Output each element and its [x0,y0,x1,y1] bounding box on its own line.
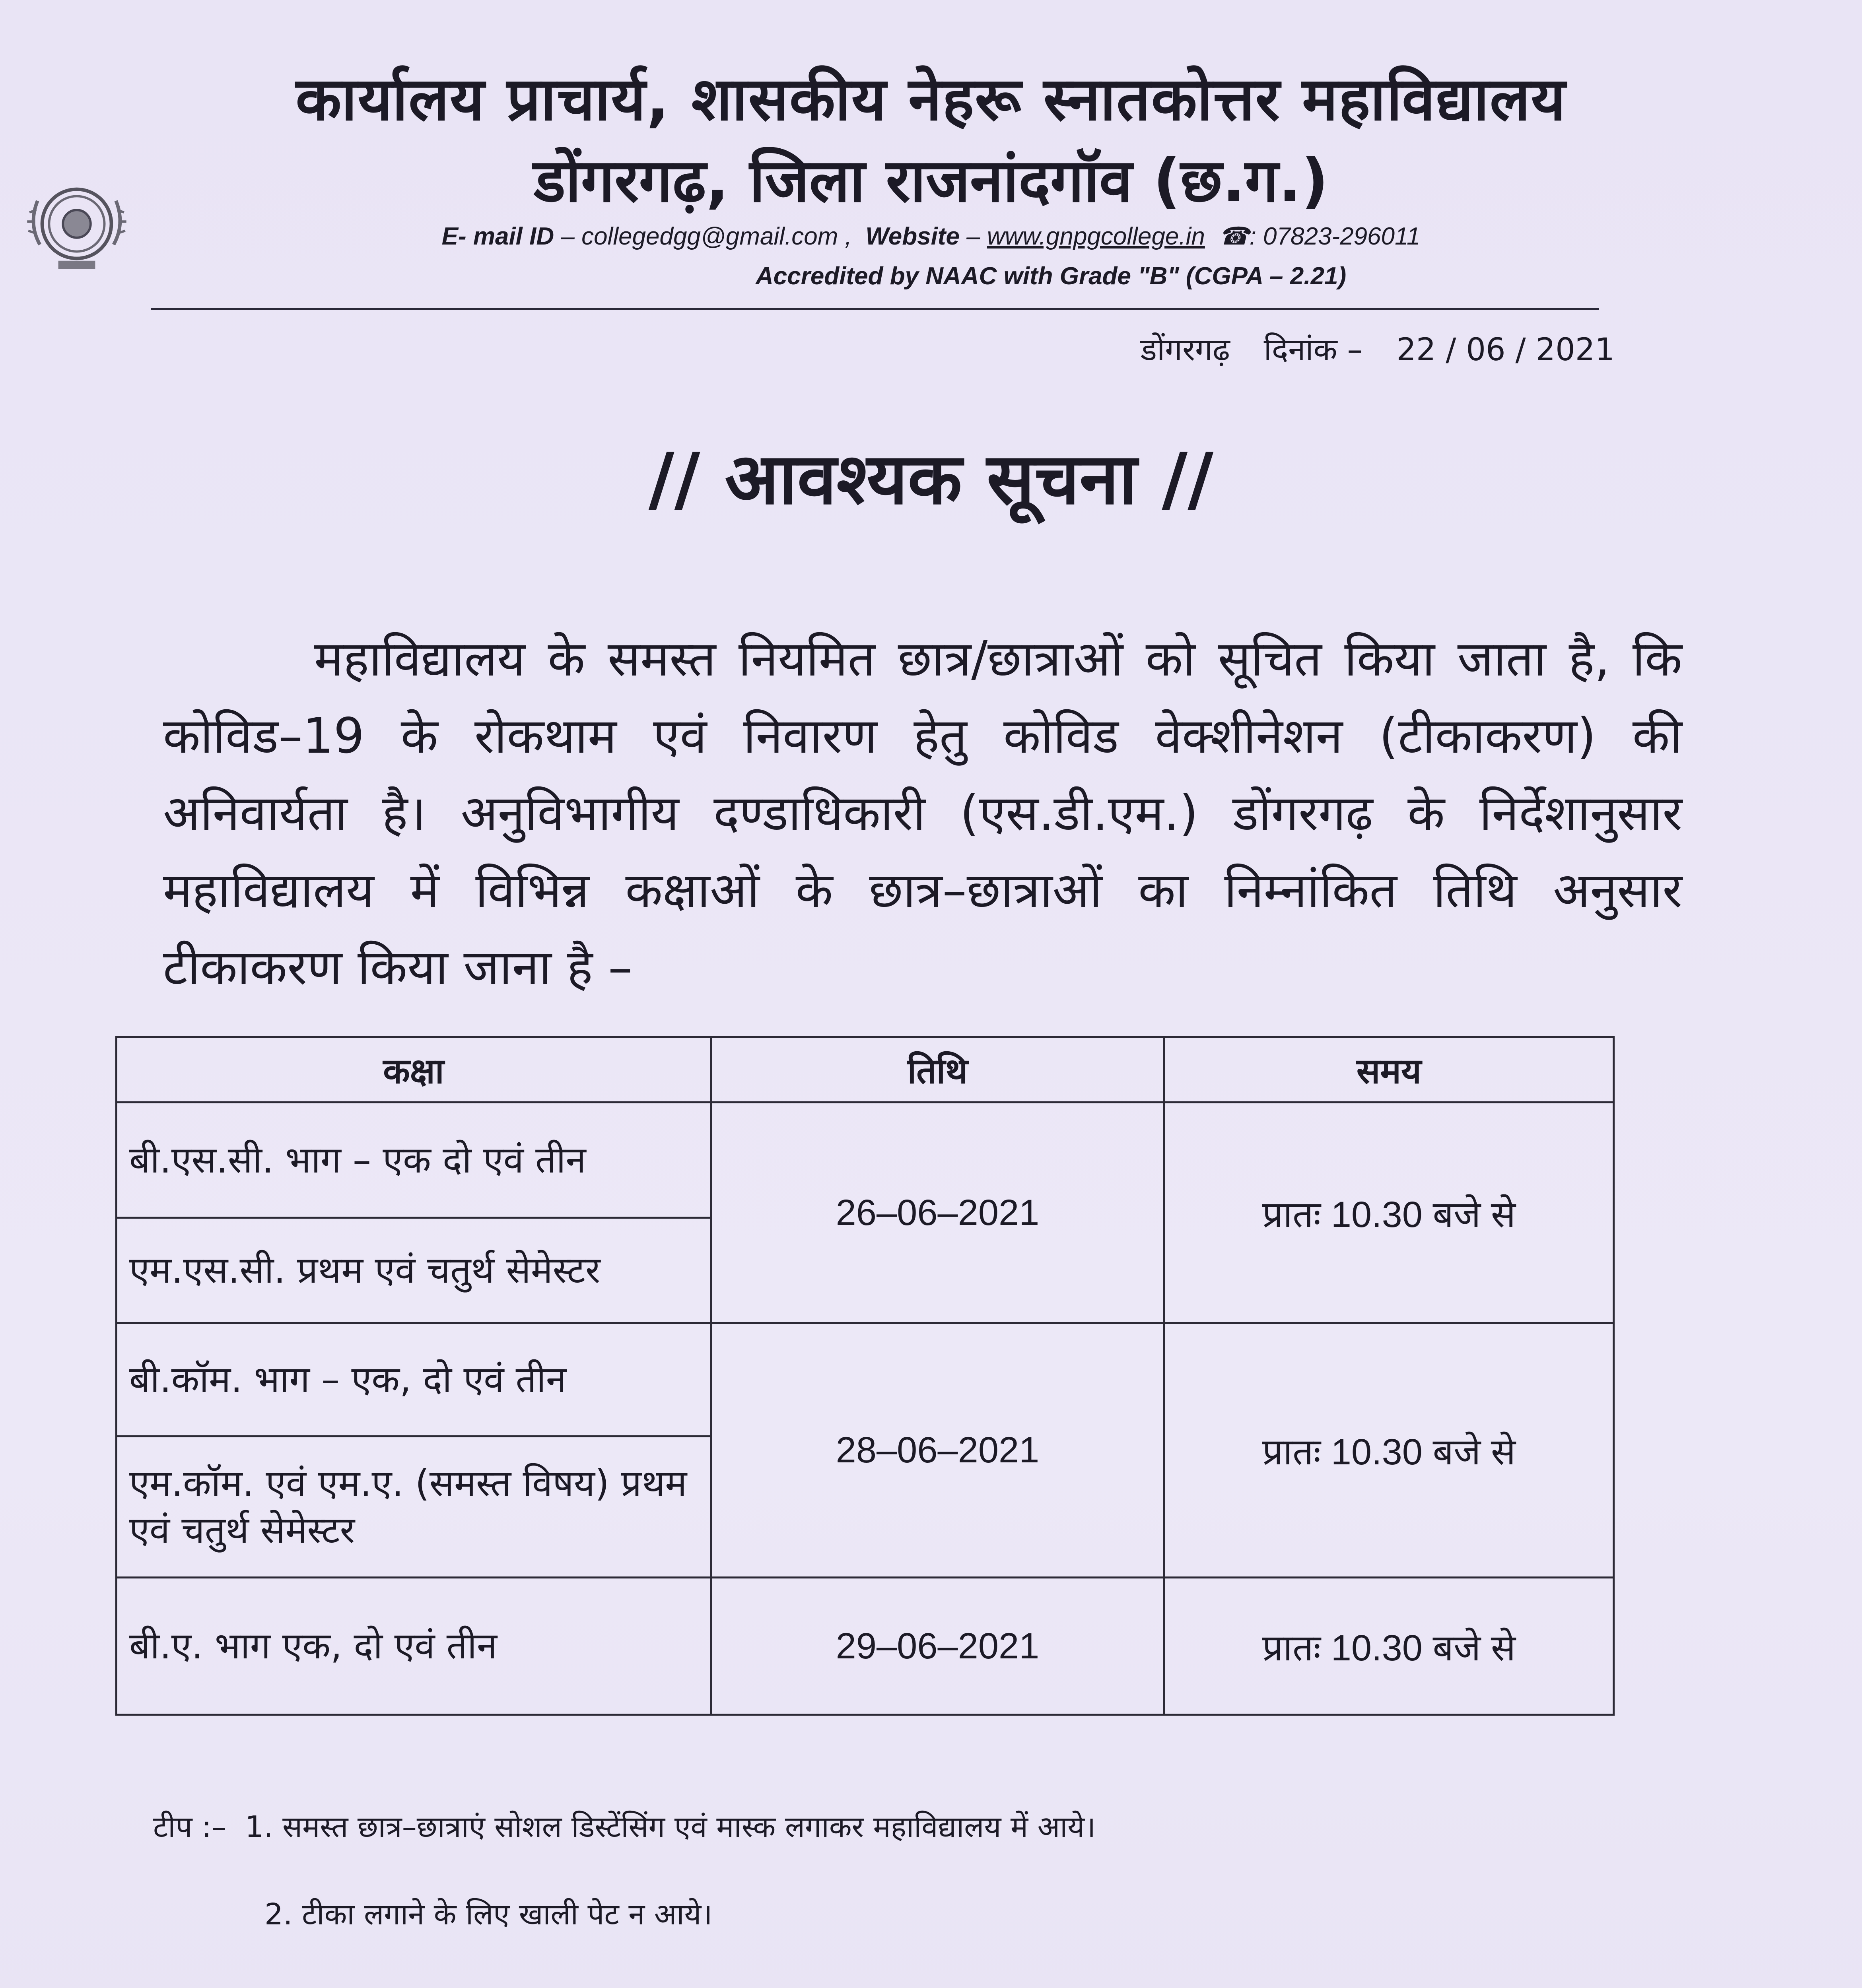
notice-title: // आवश्यक सूचना // [648,438,1214,520]
header-class: कक्षा [117,1037,711,1103]
table-row [117,1578,1614,1715]
office-location: डोंगरगढ़, जिला राजनांदगॉव (छ.ग.) [533,146,1329,215]
class-cell: एम.कॉम. एवं एम.ए. (समस्त विषय) प्रथम एवं चतुर्थ सेमेस्टर [117,1437,711,1578]
date-cell: 29–06–2021 [711,1578,1164,1715]
header-divider [151,308,1599,310]
note-2 [264,1893,1458,1936]
dateline [954,326,1615,374]
date-cell: 26–06–2021 [711,1103,1164,1323]
header-date: तिथि [711,1037,1164,1103]
note-text: 2. टीका लगाने के लिए खाली पेट न आये। [264,1897,713,1932]
class-cell: एम.एस.सी. प्रथम एवं चतुर्थ सेमेस्टर [117,1218,711,1323]
email-label: E- mail ID [441,223,554,250]
time-cell: प्रातः 10.30 बजे से [1164,1323,1614,1578]
phone-number: 07823-296011 [1263,223,1421,250]
time-cell: प्रातः 10.30 बजे से [1164,1103,1614,1323]
date-cell: 28–06–2021 [711,1323,1164,1578]
note-text: 1. समस्त छात्र–छात्राएं सोशल डिस्टेंसिंग एवं मास्क लगाकर महाविद्यालय में आये। [245,1810,1096,1844]
dateline-date: 22 / 06 / 2021 [1396,332,1615,368]
notice-body-text: महाविद्यालय के समस्त नियमित छात्र/छात्राओं को सूचित किया जाता है, कि कोविड–19 के रोकथाम एवं निवारण हेतु कोविड वेक्शीनेशन (टीकाकरण) की अनिवार्यता है। अनुविभागीय दण्डाधिकारी (एस.डी.एम.) डोंगरगढ़ के निर्देशानुसार महाविद्यालय में विभिन्न कक्षाओं के छात्र–छात्राओं का निम्नांकित तिथि अनुसार टीकाकरण किया जाना है – [163,631,1682,996]
class-cell: बी.कॉम. भाग – एक, दो एवं तीन [117,1323,711,1437]
table-header-row [117,1037,1614,1103]
office-title: कार्यालय प्राचार्य, शासकीय नेहरू स्नातकोत्तर महाविद्यालय [295,65,1567,134]
vaccination-schedule-table [115,1036,1615,1716]
contact-line: E- mail ID – collegedgg@gmail.com , Website – www.gnpgcollege.in ☎: 07823-296011 [441,223,1421,250]
email-address: collegedgg@gmail.com [581,223,838,250]
time-cell: प्रातः 10.30 बजे से [1164,1578,1614,1715]
dateline-place: डोंगरगढ़ [1140,332,1230,368]
note-1 [153,1805,1744,1849]
notes-label: टीप :– [153,1810,226,1844]
website-link[interactable]: www.gnpgcollege.in [987,223,1205,250]
table-row [117,1103,1614,1218]
table-row [117,1323,1614,1437]
header-time: समय [1164,1037,1614,1103]
website-label: Website [865,223,960,250]
phone-icon: ☎ [1219,223,1250,250]
notice-body [163,620,1682,1006]
principal-signature [1193,1948,1631,1988]
class-cell: बी.ए. भाग एक, दो एवं तीन [117,1578,711,1715]
class-cell: बी.एस.सी. भाग – एक दो एवं तीन [117,1103,711,1218]
naac-accreditation: Accredited by NAAC with Grade "B" (CGPA – 2.21) [756,262,1347,290]
dateline-label: दिनांक – [1263,332,1363,368]
